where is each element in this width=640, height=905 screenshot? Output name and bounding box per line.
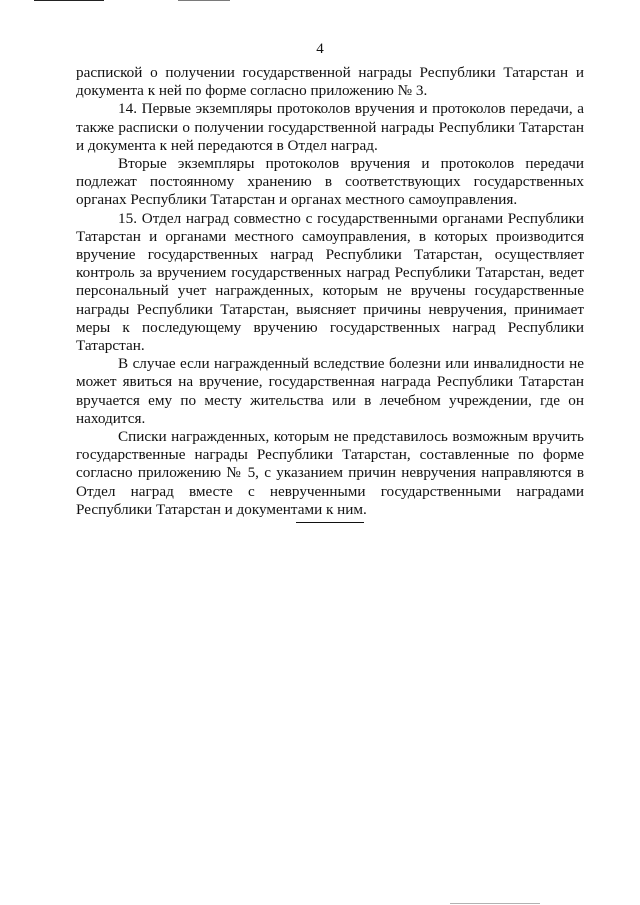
paragraph-item-14: 14. Первые экземпляры протоколов вручения и протоколов передачи, а также расписки о получении государственной награды Республики Татарстан и документа к ней передаются в Отдел наград. [76,100,584,154]
page-number: 4 [316,41,324,57]
paragraph-item-15: 15. Отдел наград совместно с государственными органами Республики Татарстан и органами местного самоуправления, в которых производится вручение государственных наград Республики Татарстан, осуществляет контроль за вручением государственных наград Республики Татарстан, ведет персональный учет награжденных, которым не вручены государственные награды Республики Татарстан, выясняет причины невручения, принимает меры к последующему вручению государственных наград Республики Татарстан. [76,209,584,355]
paragraph-second-copies: Вторые экземпляры протоколов вручения и протоколов передачи подлежат постоянному хранению в соответствующих государственных органах Республики Татарстан и органах местного самоуправления. [76,155,584,209]
paragraph-illness-case: В случае если награжденный вследствие болезни или инвалидности не может явиться на вручение, государственная награда Республики Татарстан вручается ему по месту жительства или в лечебном учреждении, где он находится. [76,355,584,427]
scan-artifact-top-center [178,0,230,1]
paragraph-lists-of-awardees: Списки награжденных, которым не представилось возможным вручить государственные награды Республики Татарстан, составленные по форме согласно приложению № 5, с указанием причин невручения направляются в Отдел наград вместе с неврученными государственными наградами Республики Татарстан и документами к ним. [76,428,584,518]
scan-artifact-bottom [450,903,540,904]
document-body [76,64,584,519]
closing-rule [296,522,364,523]
paragraph-continuation: распиской о получении государственной награды Республики Татарстан и документа к ней по форме согласно приложению № 3. [76,64,584,100]
scan-artifact-top-left [34,0,104,1]
